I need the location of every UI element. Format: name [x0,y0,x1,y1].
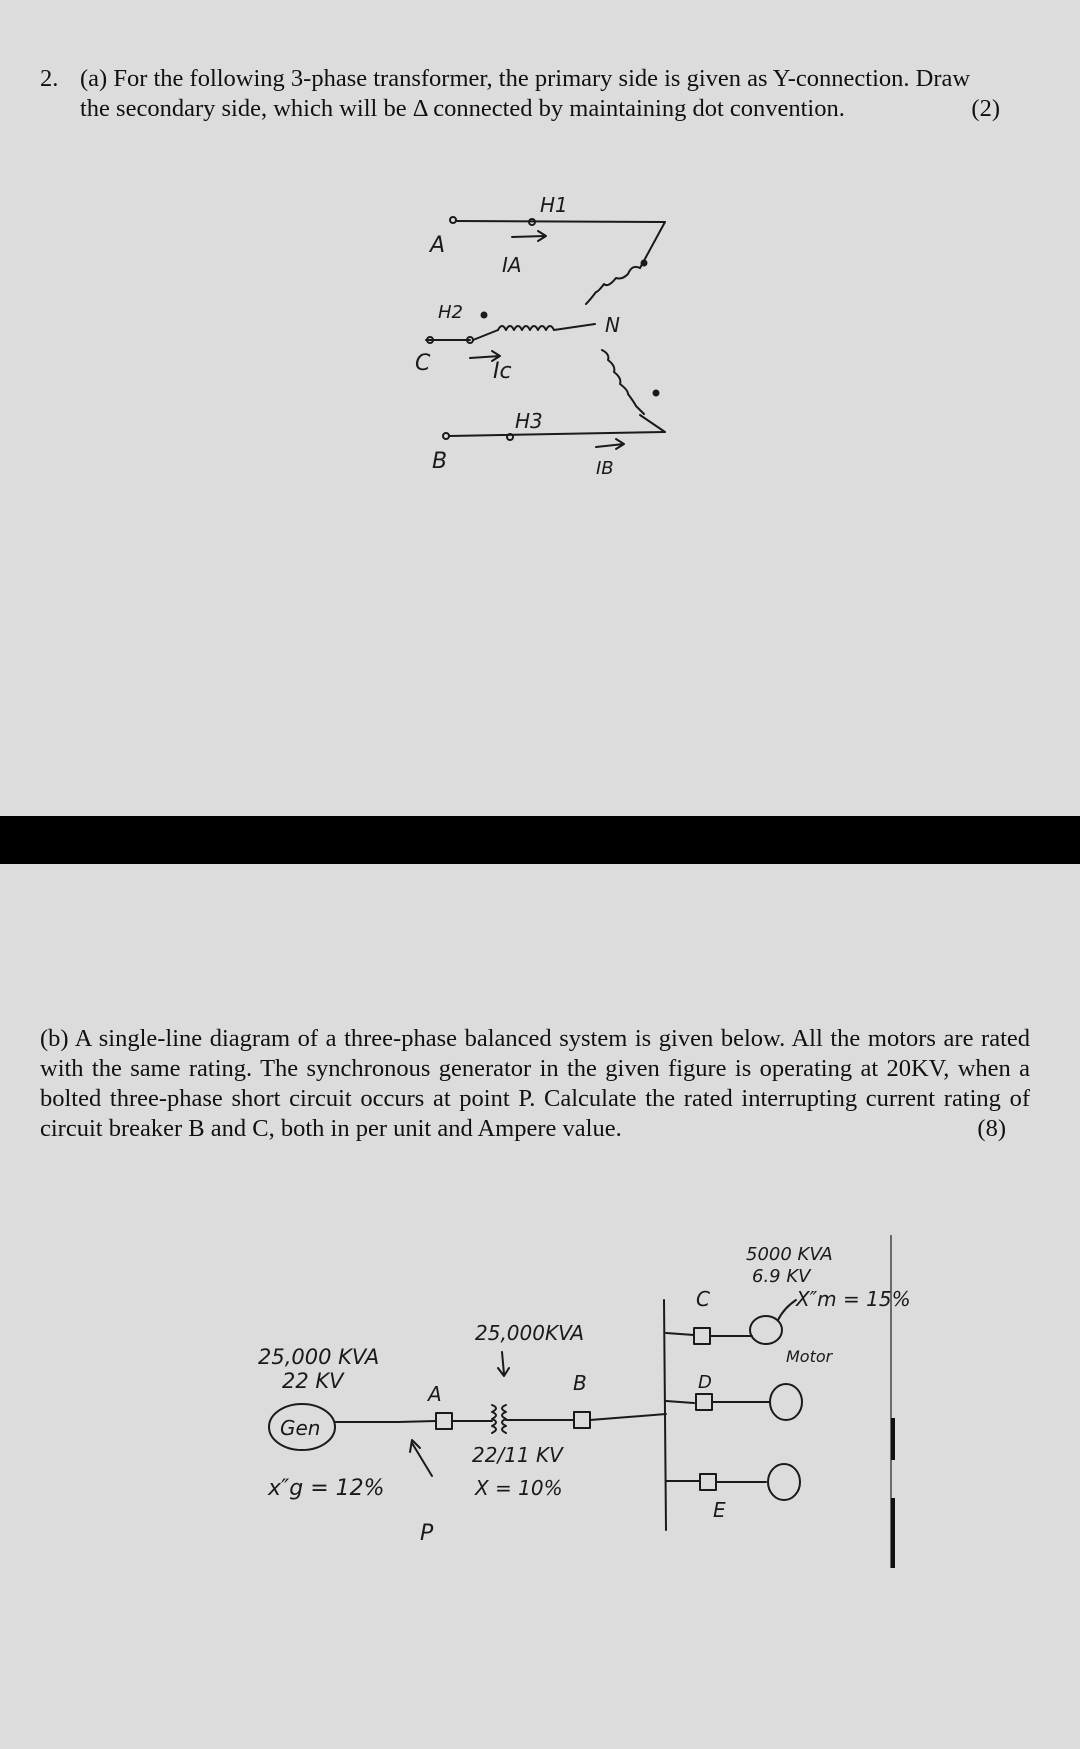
label-h1: H1 [540,193,568,217]
breaker-b [574,1412,590,1428]
breaker-c [694,1328,710,1344]
label-breaker-b: B [573,1371,587,1395]
breaker-a [436,1413,452,1429]
label-breaker-e: E [713,1498,726,1522]
line-bus-d [666,1401,694,1403]
label-h3: H3 [515,409,543,433]
motor-bus [664,1300,666,1530]
line-bus-c [666,1333,694,1335]
transformer-secondary [502,1405,506,1433]
label-ib: IB [596,458,614,479]
label-ia: IA [502,253,522,277]
bus-line [398,1421,436,1422]
label-b: B [432,449,448,474]
fault-point: P [420,1521,434,1546]
transformer-arrow [498,1352,509,1376]
label-breaker-a: A [428,1382,442,1406]
label-a: A [430,233,446,258]
transformer-kva: 25,000KVA [475,1321,585,1345]
motor-reactance: X″m = 15% [796,1287,911,1311]
transformer-reactance: X = 10% [475,1476,563,1500]
generator-label: Gen [280,1416,321,1440]
question-a-text-2: the secondary side, which will be Δ connected by maintaining dot convention. [80,95,845,122]
motor-kva: 5000 KVA [746,1244,833,1265]
line-b-bus [590,1414,666,1420]
transformer-primary [492,1405,496,1433]
generator-kv: 22 KV [282,1369,344,1393]
motor-2 [770,1384,802,1420]
label-c: C [415,351,431,376]
question-a-text-1: (a) For the following 3-phase transformer, the primary side is given as Y-connection. Draw [80,65,971,92]
breaker-e [700,1474,716,1490]
motor-pointer [778,1300,796,1320]
motor-kv: 6.9 KV [752,1266,811,1287]
label-breaker-c: C [696,1287,710,1311]
transformer-ratio: 22/11 KV [472,1443,563,1467]
fault-arrow [410,1440,432,1476]
generator-reactance: x″g = 12% [268,1476,385,1501]
label-breaker-d: D [698,1372,712,1393]
label-n: N [605,313,620,337]
generator-kva: 25,000 KVA [258,1345,380,1369]
label-ic: Ic [493,359,512,384]
motor-label: Motor [786,1347,833,1366]
label-h2: H2 [438,302,463,323]
motor-3 [768,1464,800,1500]
breaker-d [696,1394,712,1410]
question-a-marks: (2) [971,95,1000,122]
question-b-text: (b) A single-line diagram of a three-phase balanced system is given below. All the motors are rated with the same rating. The synchronous generator in the given figure is operating at 20KV, when a bolted three-phase short circuit occurs at point P. Calculate the rated interrupting current rating of circuit breaker B and C, both in per unit and Ampere value. [40,1025,1030,1142]
question-number: 2. [40,65,59,92]
question-b-marks: (8) [977,1115,1006,1142]
